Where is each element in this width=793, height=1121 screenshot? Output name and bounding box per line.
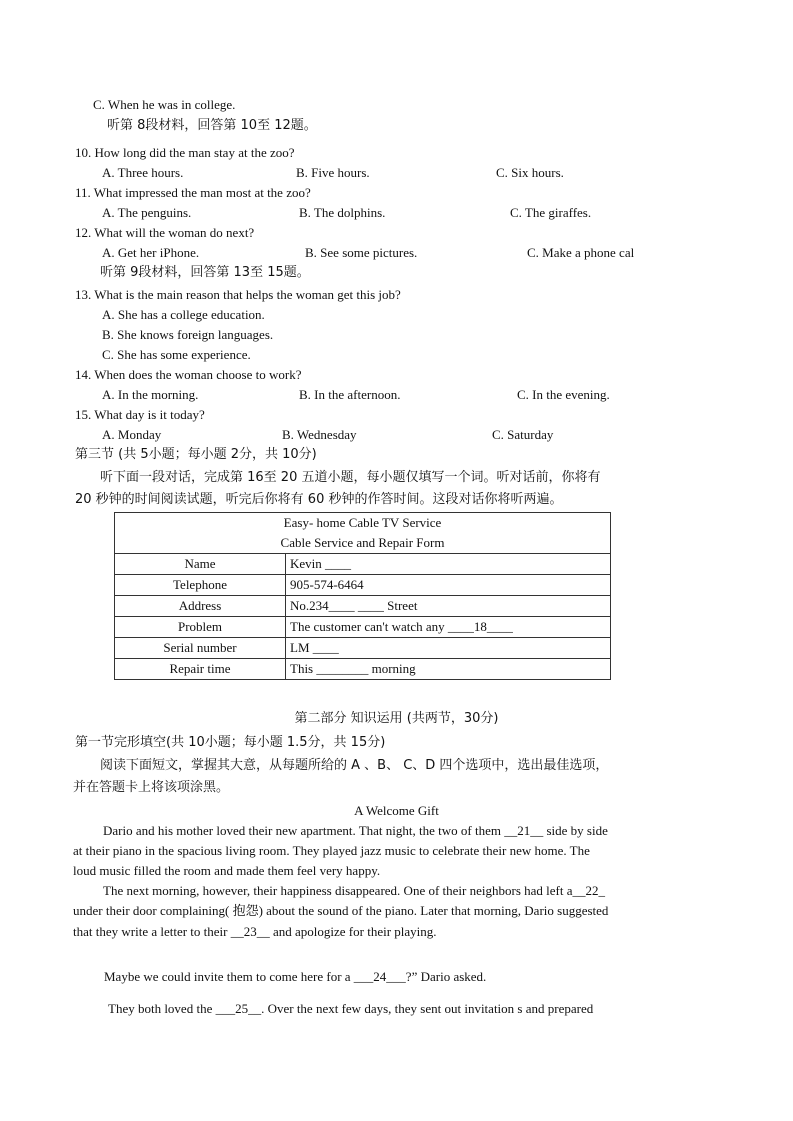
service-form-table: [114, 512, 611, 680]
option-a: A. Three hours.: [102, 165, 184, 180]
option-c: C. Saturday: [492, 427, 554, 442]
option-a: A. In the morning.: [102, 387, 199, 402]
passage-title: A Welcome Gift: [354, 803, 439, 818]
passage-line: They both loved the ___25__. Over the next few days, they sent out invitation s and prepared: [108, 1001, 594, 1016]
option-c: C. Six hours.: [496, 165, 564, 180]
option-a: A. The penguins.: [102, 205, 192, 220]
row-value: 905-574-6464: [286, 575, 611, 596]
table-row: [115, 617, 611, 638]
section-instruction: 听第 9段材料，回答第 13至 15题。: [100, 265, 310, 280]
row-value: The customer can't watch any ____18____: [286, 617, 611, 638]
question-13: 13. What is the main reason that helps the woman get this job?: [75, 287, 401, 302]
table-row: [115, 554, 611, 575]
row-value: This ________ morning: [286, 659, 611, 680]
option-c: C. She has some experience.: [102, 347, 251, 362]
option-b: B. Five hours.: [296, 165, 370, 180]
table-row: [115, 659, 611, 680]
form-title: [115, 513, 611, 554]
question-11: 11. What impressed the man most at the zoo?: [75, 185, 311, 200]
instruction-line: 20 秒钟的时间阅读试题，听完后你将有 60 秒钟的作答时间。这段对话你将听两遍。: [75, 492, 563, 507]
option-a: A. She has a college education.: [102, 307, 265, 322]
passage-line: under their door complaining( 抱怨) about the sound of the piano. Later that morning, Dario suggested: [73, 903, 609, 918]
instruction-line: 并在答题卡上将该项涂黑。: [73, 780, 230, 795]
form-subtitle-line: Cable Service and Repair Form: [280, 535, 445, 550]
question-14: 14. When does the woman choose to work?: [75, 367, 302, 382]
row-label: Serial number: [115, 638, 286, 659]
row-label: Repair time: [115, 659, 286, 680]
option-b: B. Wednesday: [282, 427, 357, 442]
section-instruction: 听第 8段材料，回答第 10至 12题。: [107, 118, 317, 133]
option-a: A. Get her iPhone.: [102, 245, 200, 260]
option-c: C. Make a phone cal: [527, 245, 635, 260]
instruction-line: 听下面一段对话，完成第 16至 20 五道小题，每小题仅填写一个词。听对话前，你将有: [100, 470, 601, 485]
row-value: No.234____ ____ Street: [286, 596, 611, 617]
row-label: Name: [115, 554, 286, 575]
option-b: B. See some pictures.: [305, 245, 418, 260]
option-b: B. The dolphins.: [299, 205, 386, 220]
row-label: Address: [115, 596, 286, 617]
option-c: C. The giraffes.: [510, 205, 592, 220]
option-line: C. When he was in college.: [93, 97, 236, 112]
row-label: Telephone: [115, 575, 286, 596]
section-heading: 第三节 (共 5小题；每小题 2分，共 10分): [75, 447, 317, 462]
option-c: C. In the evening.: [517, 387, 610, 402]
option-a: A. Monday: [102, 427, 162, 442]
part-heading: 第二部分 知识运用 (共两节，30分): [294, 711, 499, 726]
row-value: LM ____: [286, 638, 611, 659]
section-heading: 第一节完形填空(共 10小题；每小题 1.5分，共 15分): [75, 735, 386, 750]
form-title-line: Easy- home Cable TV Service: [283, 515, 442, 530]
table-row: [115, 575, 611, 596]
question-12: 12. What will the woman do next?: [75, 225, 255, 240]
passage-line: that they write a letter to their __23__ and apologize for their playing.: [73, 924, 437, 939]
passage-line: loud music filled the room and made them feel very happy.: [73, 863, 381, 878]
passage-line: The next morning, however, their happiness disappeared. One of their neighbors had left a__22_: [103, 883, 605, 898]
passage-line: Dario and his mother loved their new apartment. That night, the two of them __21__ side by side: [103, 823, 608, 838]
passage-line: at their piano in the spacious living room. They played jazz music to celebrate their new home. The: [73, 843, 590, 858]
passage-line: Maybe we could invite them to come here for a ___24___?” Dario asked.: [104, 969, 487, 984]
instruction-line: 阅读下面短文，掌握其大意，从每题所给的 A 、B、 C、D 四个选项中，选出最佳选项，: [100, 758, 609, 773]
row-value: Kevin ____: [286, 554, 611, 575]
row-label: Problem: [115, 617, 286, 638]
table-row: [115, 596, 611, 617]
option-b: B. She knows foreign languages.: [102, 327, 274, 342]
question-15: 15. What day is it today?: [75, 407, 205, 422]
option-b: B. In the afternoon.: [299, 387, 401, 402]
question-10: 10. How long did the man stay at the zoo?: [75, 145, 295, 160]
table-row: [115, 638, 611, 659]
